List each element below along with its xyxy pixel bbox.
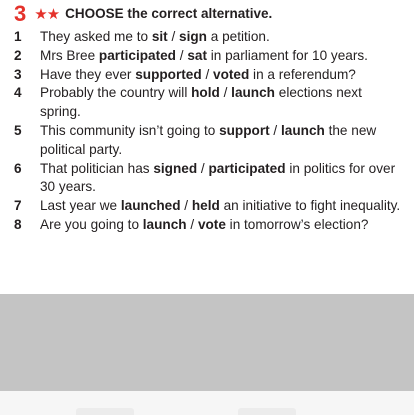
sentence-text: / — [219, 85, 232, 101]
item-number: 6 — [14, 160, 22, 176]
answer-option: supported — [135, 66, 202, 82]
sentence-text: They asked me to — [40, 29, 152, 44]
sentence-text: / — [269, 122, 281, 138]
bottom-tab — [76, 408, 134, 415]
sentence-text: This community isn’t going to — [40, 122, 220, 138]
answer-option: participated — [98, 47, 176, 63]
sentence-text: Probably the country will — [40, 85, 192, 101]
item-sentence — [40, 197, 410, 216]
sentence-text: / — [201, 66, 214, 82]
exercise-number: 3 — [14, 1, 27, 26]
sentence-text: Are you going to — [40, 216, 143, 232]
exercise-item — [14, 66, 410, 85]
sentence-text: Mrs Bree — [40, 47, 99, 63]
instruction-keyword: CHOOSE — [65, 6, 124, 22]
item-number: 3 — [14, 66, 22, 82]
exercise-header — [14, 1, 272, 27]
sentence-text: Last year we — [40, 198, 121, 214]
bottom-strip — [0, 391, 414, 415]
sentence-text: an initiative to fight inequality. — [219, 198, 401, 214]
answer-option: launch — [231, 85, 275, 101]
item-sentence — [40, 216, 410, 235]
instruction-text: the correct alternative. — [123, 6, 273, 22]
sentence-text: in parliament for 10 years. — [206, 47, 368, 63]
exercise-items-list — [14, 28, 410, 235]
answer-option: launch — [142, 216, 187, 232]
sentence-text: / — [197, 160, 209, 176]
item-number: 8 — [14, 216, 22, 232]
sentence-text: That politician has — [40, 160, 154, 176]
answer-option: sat — [187, 47, 207, 63]
exercise-item — [14, 160, 410, 198]
item-number: 5 — [14, 122, 22, 138]
difficulty-stars-icon: ★★ — [34, 5, 60, 23]
sentence-text: / — [186, 216, 198, 232]
sentence-text: / — [180, 198, 192, 214]
sentence-text: in tomorrow’s election? — [225, 216, 369, 232]
item-number: 2 — [14, 47, 22, 63]
answer-option: sit — [151, 29, 168, 44]
sentence-text: in politics for over 30 years. — [40, 160, 396, 195]
item-sentence — [40, 84, 410, 122]
exercise-item — [14, 122, 410, 160]
sentence-text: Have they ever — [40, 66, 136, 82]
exercise-item — [14, 84, 410, 122]
answer-option: sign — [179, 29, 207, 44]
answer-option: participated — [208, 160, 286, 176]
bottom-tab — [238, 408, 296, 415]
item-sentence — [40, 160, 410, 198]
sentence-text: / — [175, 47, 188, 63]
exercise-instruction — [65, 7, 272, 21]
answer-option: signed — [153, 160, 198, 176]
sentence-text: the new political party. — [40, 122, 377, 157]
answer-option: launch — [281, 122, 325, 138]
grey-band — [0, 294, 414, 391]
sentence-text: in a referendum? — [249, 66, 356, 82]
answer-option: support — [219, 122, 270, 138]
answer-option: launched — [120, 198, 181, 214]
item-number: 4 — [14, 85, 22, 101]
answer-option: held — [191, 198, 220, 214]
item-sentence — [40, 47, 410, 66]
exercise-item — [14, 28, 410, 47]
item-sentence — [40, 122, 410, 160]
exercise-item — [14, 216, 410, 235]
exercise-item — [14, 47, 410, 66]
item-sentence — [40, 66, 410, 85]
item-number: 7 — [14, 198, 22, 214]
sentence-text: elections next spring. — [40, 85, 362, 120]
sentence-text: / — [167, 29, 180, 44]
item-number: 1 — [14, 29, 22, 44]
answer-option: voted — [213, 66, 250, 82]
sentence-text: a petition. — [207, 29, 270, 44]
item-sentence — [40, 28, 410, 47]
exercise-item — [14, 197, 410, 216]
answer-option: hold — [191, 85, 220, 101]
answer-option: vote — [197, 216, 226, 232]
